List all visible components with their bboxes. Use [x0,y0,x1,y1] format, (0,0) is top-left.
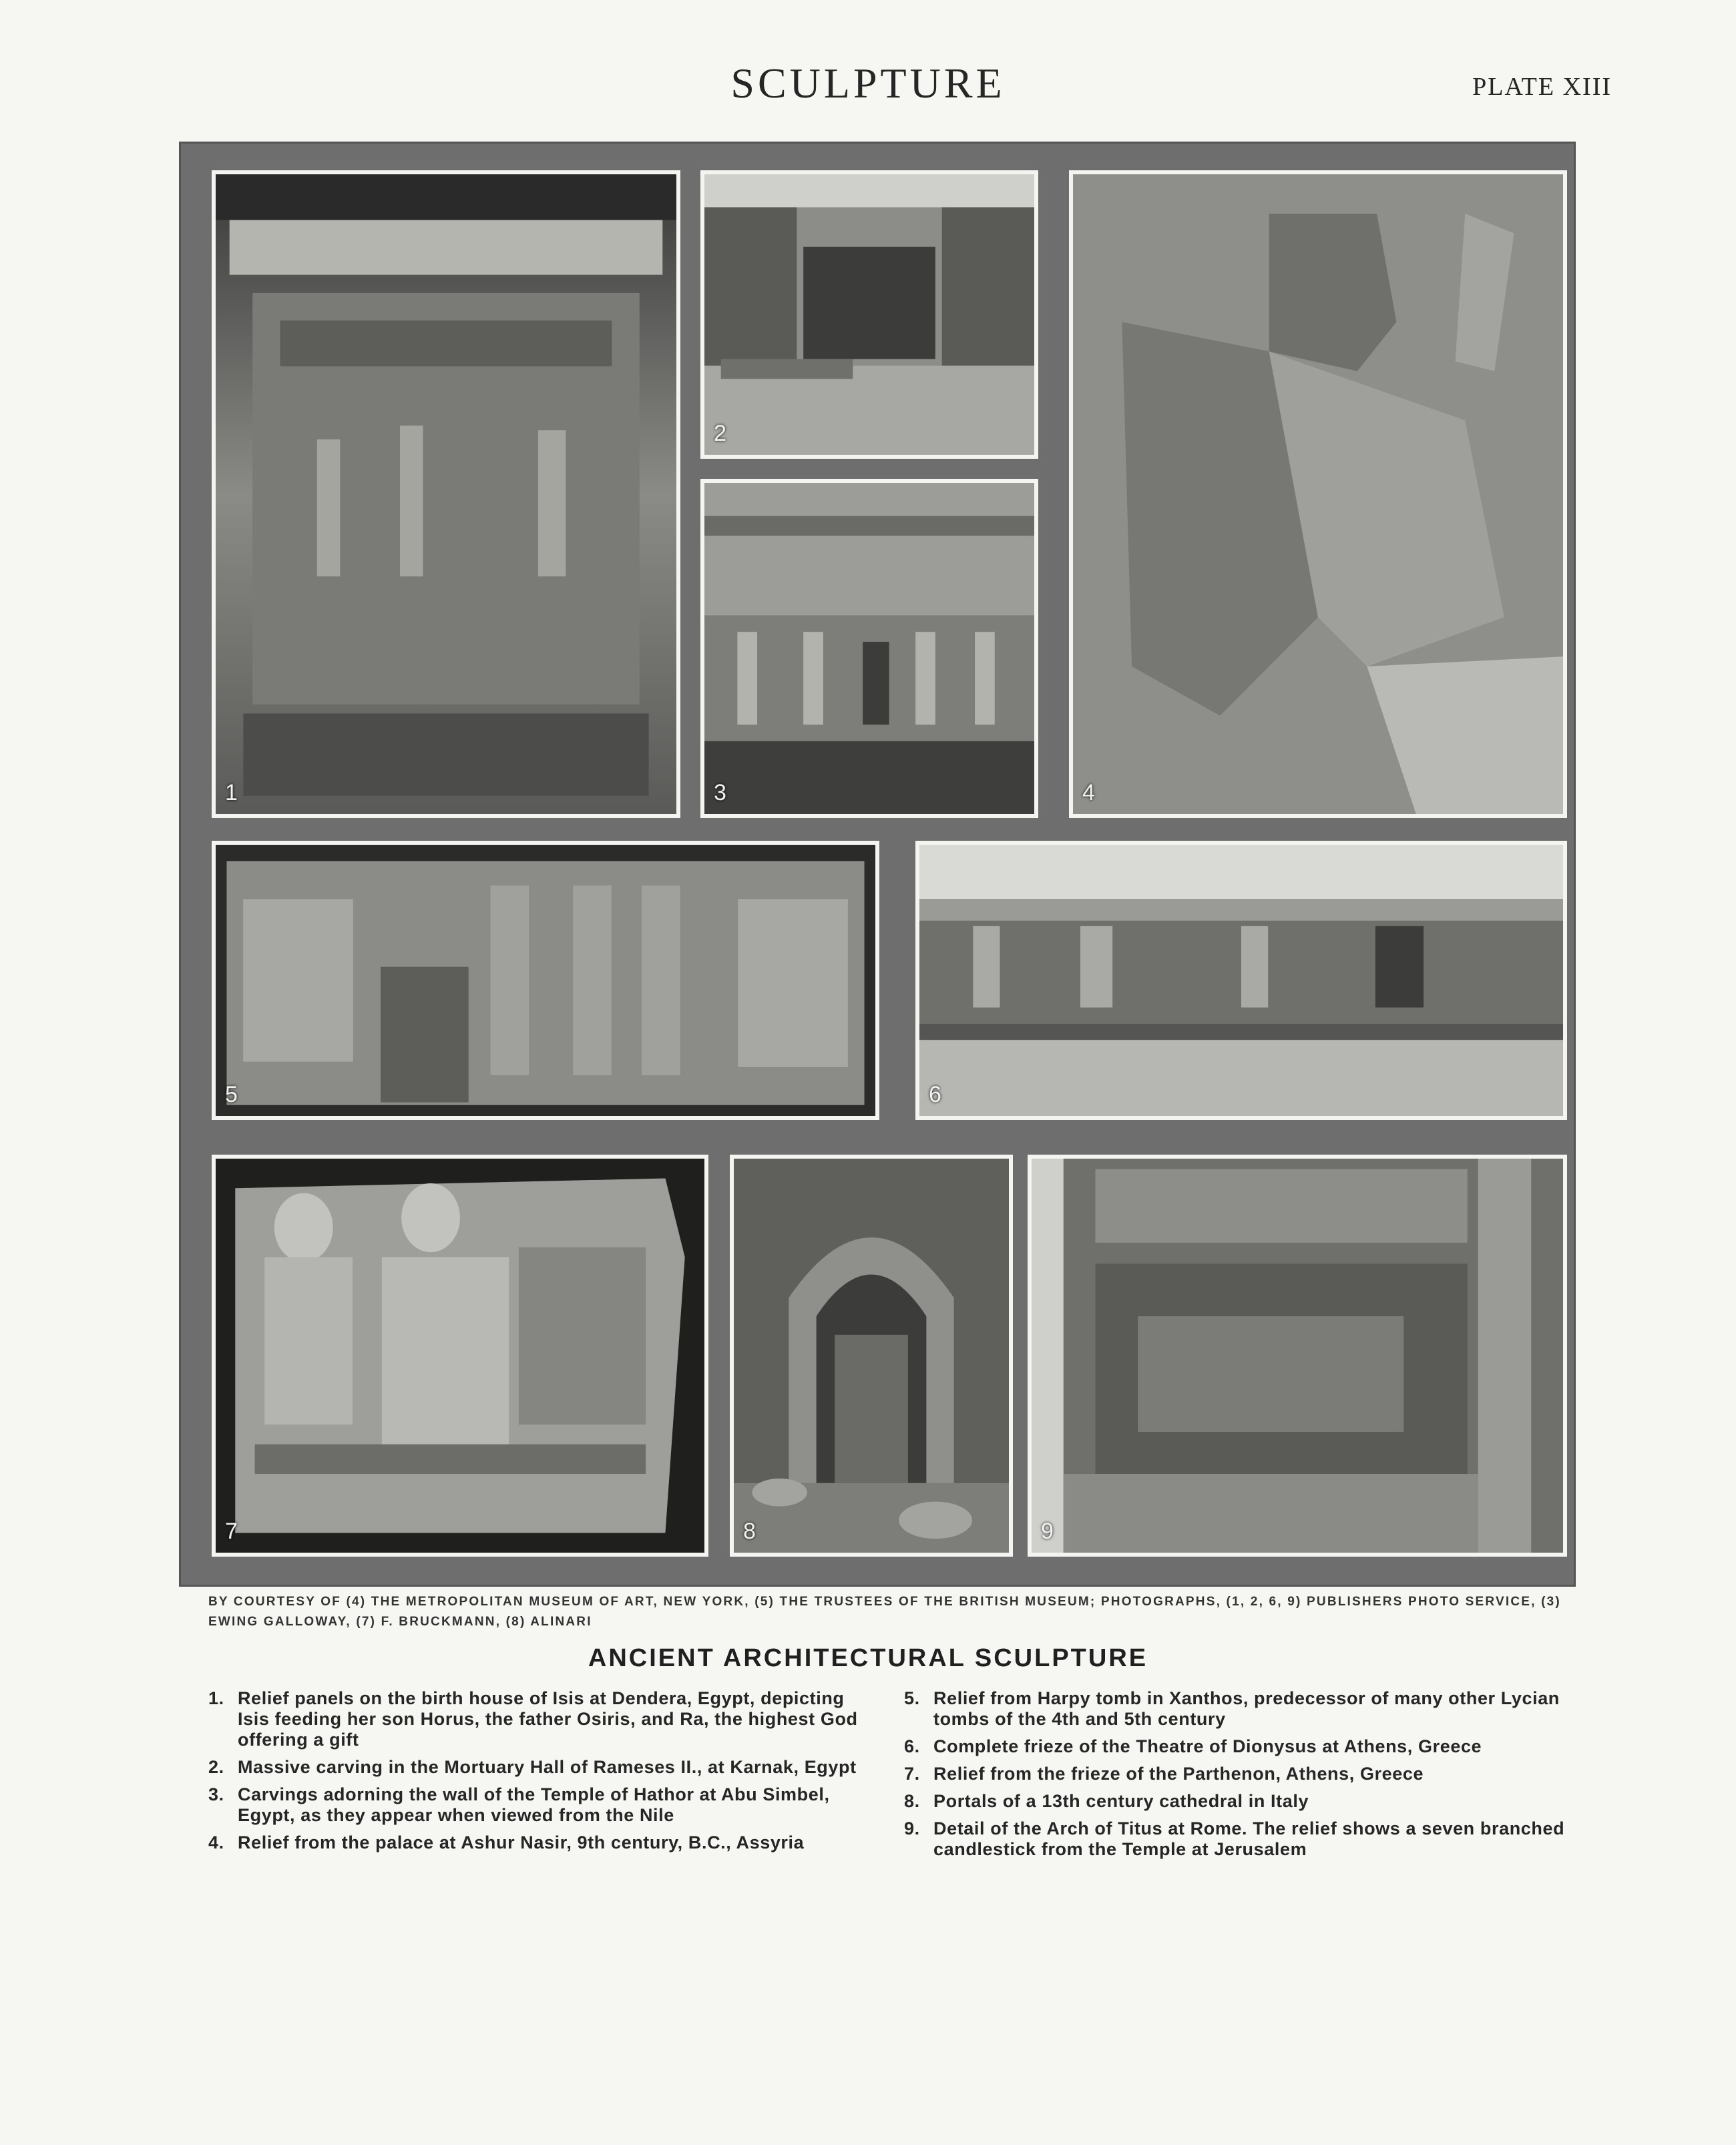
caption-number: 6. [904,1736,920,1756]
caption-number: 5. [904,1688,920,1708]
credits-line-2: EWING GALLOWAY, (7) F. BRUCKMANN, (8) ALINARI [208,1615,592,1629]
photo-4-image [1073,174,1563,814]
caption-text: Detail of the Arch of Titus at Rome. The relief shows a seven branched candlestick from the Temple at Jerusalem [933,1818,1565,1859]
photo-2-karnak-hall [700,170,1038,459]
caption-text: Relief from Harpy tomb in Xanthos, predecessor of many other Lycian tombs of the 4th and 5th century [933,1688,1560,1729]
caption-item [208,1784,863,1826]
photo-3-image [704,483,1034,814]
photo-9-image [1032,1159,1563,1553]
photo-number: 5 [225,1082,238,1107]
photo-4-assyrian-relief [1069,170,1567,818]
caption-text: Relief from the frieze of the Parthenon, Athens, Greece [933,1764,1424,1784]
caption-number: 9. [904,1818,920,1838]
photo-1-dendera-relief [212,170,680,818]
caption-text: Portals of a 13th century cathedral in Italy [933,1791,1309,1811]
caption-item [208,1832,863,1853]
photo-3-abu-simbel [700,479,1038,818]
photo-number: 9 [1041,1519,1054,1544]
caption-text: Massive carving in the Mortuary Hall of Rameses II., at Karnak, Egypt [238,1757,857,1777]
photo-6-image [919,845,1563,1116]
caption-text: Complete frieze of the Theatre of Dionysus at Athens, Greece [933,1736,1482,1756]
caption-text: Relief panels on the birth house of Isis at Dendera, Egypt, depicting Isis feeding her son Horus, the father Osiris, and Ra, the highest God offering a gift [238,1688,858,1750]
photo-plate [179,142,1576,1587]
photo-number: 7 [225,1519,238,1544]
photo-9-arch-of-titus [1028,1155,1567,1557]
photo-2-image [704,174,1034,455]
caption-item [208,1757,863,1778]
caption-text: Carvings adorning the wall of the Temple of Hathor at Abu Simbel, Egypt, as they appear when viewed from the Nile [238,1784,830,1825]
caption-column-left [208,1688,863,1860]
caption-item [904,1818,1578,1860]
photo-5-image [216,845,875,1116]
photo-7-parthenon-frieze [212,1155,708,1557]
caption-number: 8. [904,1791,920,1811]
caption-column-right [904,1688,1578,1867]
photo-number: 8 [743,1519,756,1544]
credits-line-1: BY COURTESY OF (4) THE METROPOLITAN MUSEUM OF ART, NEW YORK, (5) THE TRUSTEES OF THE BRITISH MUSEUM; PHOTOGRAPHS, (1, 2, 6, 9) PUBLISHERS PHOTO SERVICE, (3) [208,1595,1561,1609]
photo-8-image [734,1159,1009,1553]
section-heading: ANCIENT ARCHITECTURAL SCULPTURE [588,1644,1148,1672]
caption-number: 4. [208,1832,224,1852]
photo-1-image [216,174,676,814]
photo-number: 1 [225,780,238,805]
caption-item [904,1736,1578,1757]
caption-number: 1. [208,1688,224,1708]
page-title: SCULPTURE [730,59,1006,107]
photo-number: 3 [714,780,726,805]
caption-item [208,1688,863,1750]
photo-6-theatre-dionysus [915,841,1567,1120]
caption-number: 3. [208,1784,224,1804]
photo-number: 6 [929,1082,941,1107]
photo-number: 2 [714,421,726,446]
photo-credits [208,1592,1570,1632]
caption-number: 2. [208,1757,224,1777]
plate-label: PLATE XIII [1472,73,1612,101]
caption-number: 7. [904,1764,920,1784]
caption-item [904,1688,1578,1730]
caption-item [904,1791,1578,1812]
caption-text: Relief from the palace at Ashur Nasir, 9th century, B.C., Assyria [238,1832,805,1852]
photo-7-image [216,1159,704,1553]
caption-item [904,1764,1578,1784]
photo-8-cathedral-portal [730,1155,1013,1557]
photo-number: 4 [1082,780,1095,805]
photo-5-harpy-tomb [212,841,879,1120]
